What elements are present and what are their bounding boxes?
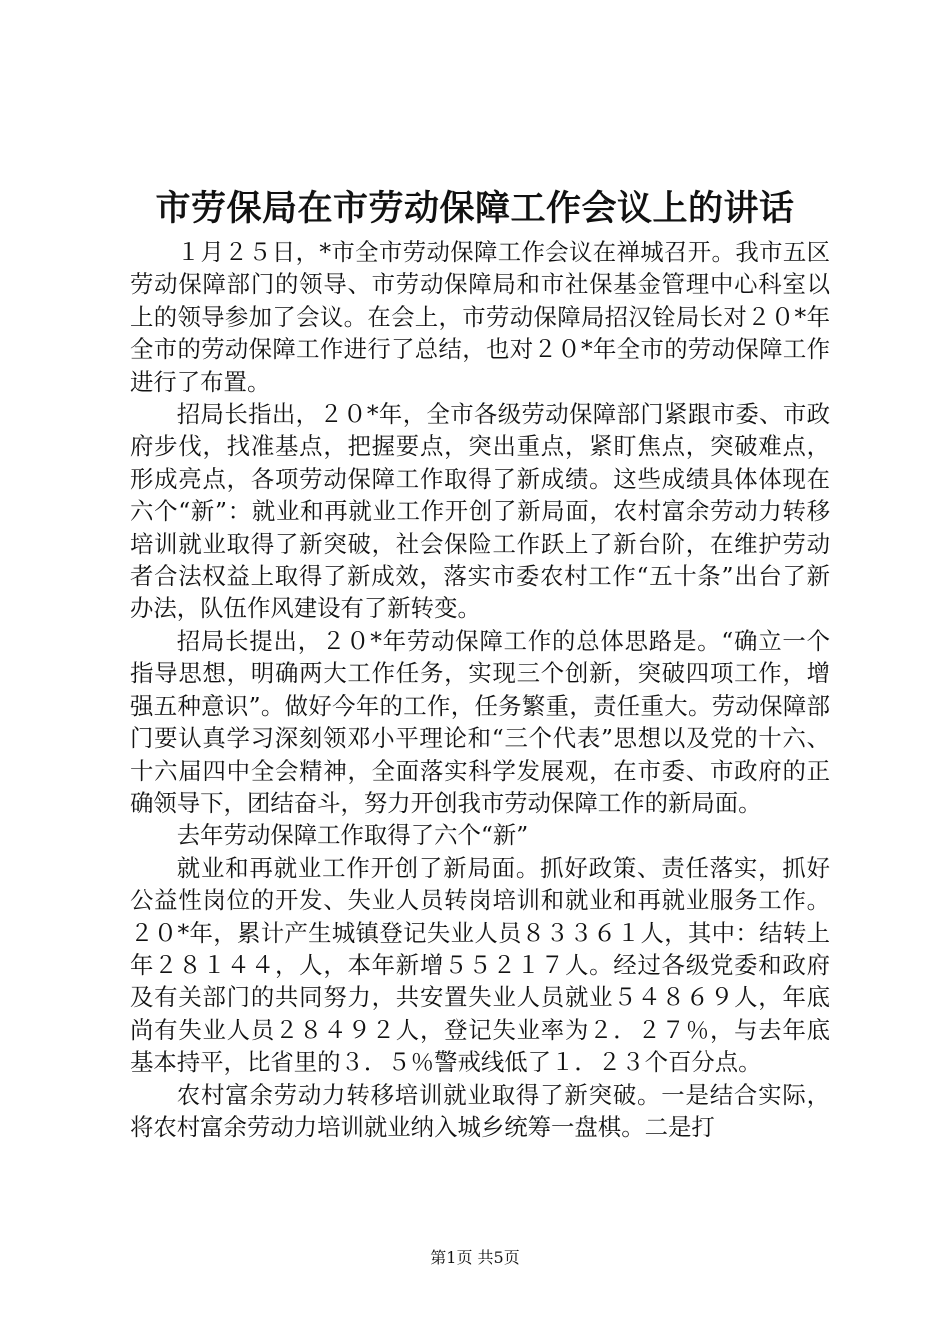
paragraph: 招局长指出，２０*年，全市各级劳动保障部门紧跟市委、市政府步伐，找准基点，把握要点，突出重点，紧盯焦点，突破难点，形成亮点，各项劳动保障工作取得了新成绩。这些成绩具体体现在六个“新”：就业和再就业工作开创了新局面，农村富余劳动力转移培训就业取得了新突破，社会保险工作跃上了新台阶，在维护劳动者合法权益上取得了新成效，落实市委农村工作“五十条”出台了新办法，队伍作风建设有了新转变。 [130, 400, 830, 623]
document-body [130, 236, 830, 1143]
section-heading: 去年劳动保障工作取得了六个“新” [176, 821, 529, 850]
document-title: 市劳保局在市劳动保障工作会议上的讲话 [155, 188, 795, 229]
paragraph: 就业和再就业工作开创了新局面。抓好政策、责任落实，抓好公益性岗位的开发、失业人员转岗培训和就业和再就业服务工作。２０*年，累计产生城镇登记失业人员８３３６１人，其中：结转上年２８１４４，人，本年新增５５２１７人。经过各级党委和政府及有关部门的共同努力，共安置失业人员就业５４８６９人，年底尚有失业人员２８４９２人，登记失业率为２．２７％，与去年底基本持平，比省里的３．５％警戒线低了１．２３个百分点。 [130, 853, 830, 1077]
paragraph: 招局长提出，２０*年劳动保障工作的总体思路是。“确立一个指导思想，明确两大工作任务，实现三个创新，突破四项工作，增强五种意识”。做好今年的工作，任务繁重，责任重大。劳动保障部门要认真学习深刻领邓小平理论和“三个代表”思想以及党的十六、十六届四中全会精神，全面落实科学发展观，在市委、市政府的正确领导下，团结奋斗，努力开创我市劳动保障工作的新局面。 [130, 626, 830, 817]
page-footer: 第1页 共5页 [430, 1248, 520, 1267]
paragraph: １月２５日，*市全市劳动保障工作会议在禅城召开。我市五区劳动保障部门的领导、市劳动保障局和市社保基金管理中心科室以上的领导参加了会议。在会上，市劳动保障局招汉铨局长对２０*年全市的劳动保障工作进行了总结，也对２０*年全市的劳动保障工作进行了布置。 [130, 238, 830, 396]
paragraph: 农村富余劳动力转移培训就业取得了新突破。一是结合实际，将农村富余劳动力培训就业纳入城乡统筹一盘棋。二是打 [130, 1080, 830, 1141]
